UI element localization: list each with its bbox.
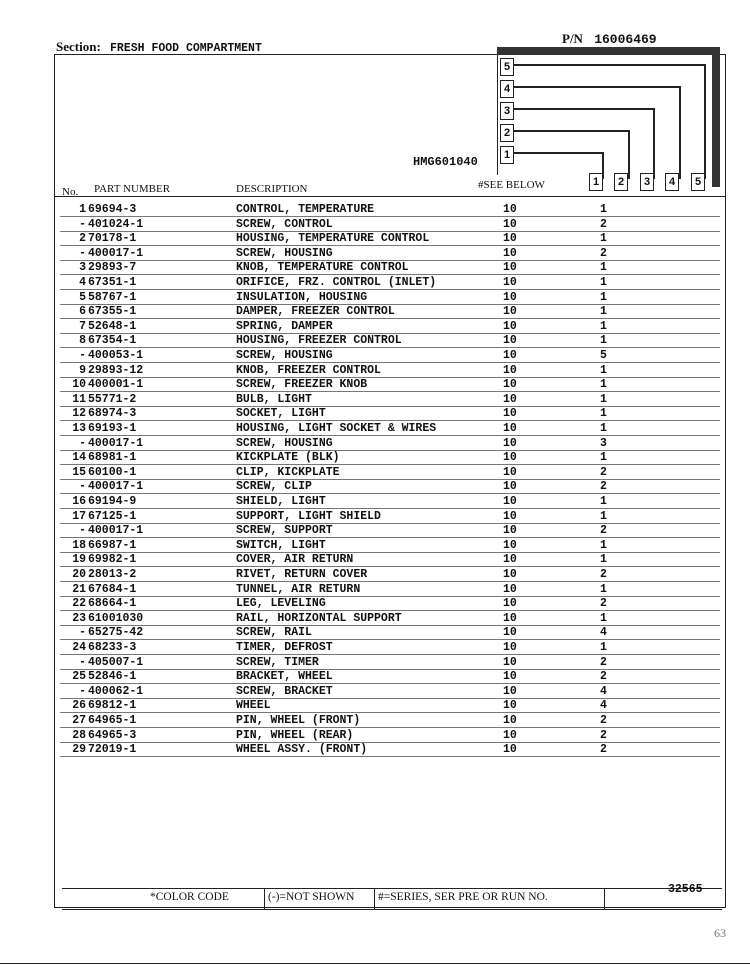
row-description: SCREW, CLIP (236, 480, 312, 494)
row-qty: 1 (600, 407, 607, 421)
row-qty: 1 (600, 553, 607, 567)
table-row (60, 553, 720, 568)
table-row (60, 699, 720, 714)
row-no: - (79, 349, 86, 362)
section-name: FRESH FOOD COMPARTMENT (110, 42, 262, 55)
row-part-number: 72019-1 (88, 743, 137, 757)
col-head-1: 1 (589, 173, 603, 191)
row-qty: 2 (600, 743, 607, 757)
col-header-see-below: #SEE BELOW (478, 179, 545, 191)
row-no: 1 (79, 203, 86, 216)
row-qty: 5 (600, 349, 607, 362)
row-description: SHIELD, LIGHT (236, 495, 326, 508)
row-description: INSULATION, HOUSING (236, 290, 368, 304)
row-part-number: 68233-3 (88, 641, 137, 654)
table-row (60, 670, 720, 685)
row-no: 18 (72, 538, 86, 552)
row-part-number: 67125-1 (88, 509, 137, 523)
table-row (60, 583, 720, 598)
table-row (60, 378, 720, 393)
table-row (60, 320, 720, 335)
row-no: 9 (79, 363, 86, 377)
row-qty: 2 (600, 655, 607, 669)
row-part-number: 60100-1 (88, 465, 137, 479)
row-qty: 1 (600, 319, 607, 333)
row-see-below: 10 (503, 451, 517, 465)
row-description: LEG, LEVELING (236, 597, 326, 611)
row-see-below: 10 (503, 436, 517, 450)
row-part-number: 52846-1 (88, 670, 137, 684)
col-head-3: 3 (640, 173, 654, 191)
row-qty: 1 (600, 641, 607, 654)
row-part-number: 400017-1 (88, 436, 144, 450)
row-see-below: 10 (503, 480, 517, 494)
row-part-number: 400017-1 (88, 524, 144, 538)
row-qty: 1 (600, 305, 607, 319)
row-no: 3 (79, 261, 86, 275)
row-qty: 1 (600, 203, 607, 216)
row-qty: 2 (600, 480, 607, 494)
row-no: 23 (72, 611, 86, 625)
table-row (60, 422, 720, 437)
row-see-below: 10 (503, 728, 517, 742)
row-qty: 4 (600, 699, 607, 713)
pn-label: P/N (562, 31, 583, 46)
table-row (60, 232, 720, 247)
col-key-4: 4 (500, 80, 514, 98)
row-qty: 4 (600, 684, 607, 698)
row-description: SCREW, SUPPORT (236, 524, 333, 538)
row-see-below: 10 (503, 641, 517, 654)
row-part-number: 400001-1 (88, 378, 144, 392)
row-description: CLIP, KICKPLATE (236, 465, 340, 479)
decor-band-right (712, 47, 720, 187)
row-description: SWITCH, LIGHT (236, 538, 326, 552)
row-qty: 2 (600, 465, 607, 479)
row-no: 7 (79, 319, 86, 333)
row-part-number: 69982-1 (88, 553, 137, 567)
row-no: 13 (72, 422, 86, 435)
row-qty: 1 (600, 261, 607, 275)
row-see-below: 10 (503, 626, 517, 640)
row-no: 10 (72, 378, 86, 392)
table-row (60, 480, 720, 495)
row-no: 22 (72, 597, 86, 611)
row-description: PIN, WHEEL (FRONT) (236, 714, 361, 727)
row-no: - (79, 217, 86, 231)
table-row (60, 247, 720, 262)
row-qty: 2 (600, 524, 607, 538)
row-qty: 1 (600, 276, 607, 289)
row-qty: 2 (600, 728, 607, 742)
footer-legend (62, 883, 722, 910)
row-description: WHEEL ASSY. (FRONT) (236, 743, 368, 757)
header-rule (54, 196, 726, 197)
table-row (60, 393, 720, 408)
pn-value: 16006469 (594, 32, 657, 47)
footer-color-code: *COLOR CODE (150, 891, 229, 903)
row-description: SCREW, HOUSING (236, 349, 333, 362)
col-header-description: DESCRIPTION (236, 183, 308, 195)
table-row (60, 612, 720, 627)
row-see-below: 10 (503, 611, 517, 625)
row-description: KNOB, FREEZER CONTROL (236, 363, 381, 377)
table-row (60, 729, 720, 744)
col-key-3: 3 (500, 102, 514, 120)
row-part-number: 67355-1 (88, 305, 137, 319)
col-key-5: 5 (500, 58, 514, 76)
col-header-no: No. (62, 186, 79, 198)
row-description: TUNNEL, AIR RETURN (236, 582, 361, 596)
row-description: SPRING, DAMPER (236, 319, 333, 333)
table-row (60, 218, 720, 233)
row-see-below: 10 (503, 319, 517, 333)
row-qty: 2 (600, 246, 607, 260)
row-see-below: 10 (503, 582, 517, 596)
row-see-below: 10 (503, 495, 517, 508)
row-description: CONTROL, TEMPERATURE (236, 203, 375, 216)
row-see-below: 10 (503, 378, 517, 392)
row-part-number: 69694-3 (88, 203, 137, 216)
row-see-below: 10 (503, 203, 517, 216)
col-head-5: 5 (691, 173, 705, 191)
table-row (60, 539, 720, 554)
row-see-below: 10 (503, 276, 517, 289)
row-no: 29 (72, 743, 86, 757)
row-see-below: 10 (503, 538, 517, 552)
row-no: 14 (72, 451, 86, 465)
row-description: SUPPORT, LIGHT SHIELD (236, 509, 381, 523)
row-description: WHEEL (236, 699, 271, 713)
row-see-below: 10 (503, 524, 517, 538)
row-description: RIVET, RETURN COVER (236, 568, 368, 581)
table-row (60, 510, 720, 525)
row-no: 6 (79, 305, 86, 319)
row-no: - (79, 626, 86, 640)
row-part-number: 67351-1 (88, 276, 137, 289)
table-row (60, 466, 720, 481)
row-qty: 1 (600, 363, 607, 377)
row-no: 11 (72, 392, 86, 406)
row-part-number: 29893-7 (88, 261, 137, 275)
row-see-below: 10 (503, 714, 517, 727)
row-no: 8 (79, 334, 86, 348)
section-heading (56, 39, 262, 55)
row-see-below: 10 (503, 465, 517, 479)
table-row (60, 626, 720, 641)
footer-divider (374, 889, 375, 909)
table-row (60, 714, 720, 729)
row-no: 24 (72, 641, 86, 654)
footer-divider (264, 889, 265, 909)
row-part-number: 69812-1 (88, 699, 137, 713)
row-no: 15 (72, 465, 86, 479)
row-no: - (79, 436, 86, 450)
row-description: COVER, AIR RETURN (236, 553, 354, 567)
row-qty: 2 (600, 714, 607, 727)
row-see-below: 10 (503, 743, 517, 757)
table-row (60, 641, 720, 656)
row-qty: 2 (600, 670, 607, 684)
table-row (60, 437, 720, 452)
row-part-number: 65275-42 (88, 626, 144, 640)
table-row (60, 656, 720, 671)
row-no: 16 (72, 495, 86, 508)
footer-code: 32565 (668, 883, 703, 896)
row-no: - (79, 524, 86, 538)
row-part-number: 400017-1 (88, 246, 144, 260)
col-key-2: 2 (500, 124, 514, 142)
row-no: - (79, 246, 86, 260)
row-part-number: 69194-9 (88, 495, 137, 508)
footer-not-shown: (-)=NOT SHOWN (268, 891, 355, 903)
row-see-below: 10 (503, 349, 517, 362)
row-see-below: 10 (503, 290, 517, 304)
decor-band-top (497, 47, 720, 55)
row-qty: 1 (600, 451, 607, 465)
table-row (60, 685, 720, 700)
row-rule (60, 756, 720, 757)
row-description: KICKPLATE (BLK) (236, 451, 340, 465)
table-row (60, 291, 720, 306)
row-description: HOUSING, LIGHT SOCKET & WIRES (236, 422, 437, 435)
table-row (60, 495, 720, 510)
row-qty: 1 (600, 290, 607, 304)
table-row (60, 305, 720, 320)
row-see-below: 10 (503, 553, 517, 567)
row-part-number: 405007-1 (88, 655, 144, 669)
row-part-number: 67354-1 (88, 334, 137, 348)
part-number-heading (562, 31, 657, 47)
row-description: HOUSING, TEMPERATURE CONTROL (236, 232, 430, 246)
row-description: SCREW, CONTROL (236, 217, 333, 231)
row-see-below: 10 (503, 232, 517, 246)
row-description: RAIL, HORIZONTAL SUPPORT (236, 611, 402, 625)
row-description: SCREW, TIMER (236, 655, 319, 669)
row-description: HOUSING, FREEZER CONTROL (236, 334, 402, 348)
row-qty: 1 (600, 422, 607, 435)
page-bottom-rule (0, 963, 750, 964)
model-number: HMG601040 (413, 155, 478, 169)
row-description: PIN, WHEEL (REAR) (236, 728, 354, 742)
table-row (60, 261, 720, 276)
row-description: DAMPER, FREEZER CONTROL (236, 305, 395, 319)
table-row (60, 743, 720, 758)
col-key-divider (497, 55, 498, 175)
row-see-below: 10 (503, 407, 517, 421)
row-no: 21 (72, 582, 86, 596)
row-part-number: 68664-1 (88, 597, 137, 611)
row-no: - (79, 480, 86, 494)
row-qty: 1 (600, 378, 607, 392)
row-qty: 1 (600, 334, 607, 348)
row-no: 27 (72, 714, 86, 727)
table-row (60, 407, 720, 422)
row-part-number: 29893-12 (88, 363, 144, 377)
row-no: 2 (79, 232, 86, 246)
row-qty: 1 (600, 232, 607, 246)
table-row (60, 524, 720, 539)
row-see-below: 10 (503, 568, 517, 581)
row-see-below: 10 (503, 334, 517, 348)
footer-series: #=SERIES, SER PRE OR RUN NO. (378, 891, 548, 903)
row-qty: 1 (600, 509, 607, 523)
row-see-below: 10 (503, 305, 517, 319)
row-description: BULB, LIGHT (236, 392, 312, 406)
table-row (60, 276, 720, 291)
row-no: 28 (72, 728, 86, 742)
row-part-number: 28013-2 (88, 568, 137, 581)
row-description: KNOB, TEMPERATURE CONTROL (236, 261, 409, 275)
row-no: - (79, 684, 86, 698)
section-label: Section: (56, 39, 101, 54)
row-see-below: 10 (503, 363, 517, 377)
table-row (60, 203, 720, 218)
row-part-number: 64965-1 (88, 714, 137, 727)
row-description: SCREW, RAIL (236, 626, 312, 640)
row-part-number: 69193-1 (88, 422, 137, 435)
col-key-1: 1 (500, 146, 514, 164)
row-qty: 1 (600, 538, 607, 552)
row-qty: 1 (600, 611, 607, 625)
table-row (60, 364, 720, 379)
row-see-below: 10 (503, 246, 517, 260)
table-row (60, 597, 720, 612)
col-head-2: 2 (614, 173, 628, 191)
row-qty: 2 (600, 217, 607, 231)
row-see-below: 10 (503, 392, 517, 406)
row-part-number: 401024-1 (88, 217, 144, 231)
row-no: 25 (72, 670, 86, 684)
row-part-number: 400053-1 (88, 349, 144, 362)
row-part-number: 52648-1 (88, 319, 137, 333)
row-qty: 3 (600, 436, 607, 450)
table-row (60, 451, 720, 466)
col-header-part-number: PART NUMBER (94, 183, 171, 195)
row-qty: 2 (600, 597, 607, 611)
row-see-below: 10 (503, 670, 517, 684)
row-see-below: 10 (503, 261, 517, 275)
row-part-number: 66987-1 (88, 538, 137, 552)
row-qty: 1 (600, 582, 607, 596)
row-part-number: 64965-3 (88, 728, 137, 742)
row-description: SCREW, HOUSING (236, 436, 333, 450)
row-description: BRACKET, WHEEL (236, 670, 333, 684)
row-no: 26 (72, 699, 86, 713)
row-description: TIMER, DEFROST (236, 641, 333, 654)
row-no: 4 (79, 276, 86, 289)
row-see-below: 10 (503, 699, 517, 713)
row-part-number: 61001030 (88, 611, 144, 625)
row-description: SCREW, HOUSING (236, 246, 333, 260)
row-description: SCREW, FREEZER KNOB (236, 378, 368, 392)
row-part-number: 67684-1 (88, 582, 137, 596)
row-qty: 1 (600, 495, 607, 508)
col-head-4: 4 (665, 173, 679, 191)
row-see-below: 10 (503, 217, 517, 231)
table-row (60, 349, 720, 364)
row-no: - (79, 655, 86, 669)
row-see-below: 10 (503, 684, 517, 698)
row-no: 12 (72, 407, 86, 421)
table-row (60, 334, 720, 349)
row-part-number: 58767-1 (88, 290, 137, 304)
row-see-below: 10 (503, 655, 517, 669)
row-description: SOCKET, LIGHT (236, 407, 326, 421)
row-see-below: 10 (503, 422, 517, 435)
row-no: 5 (79, 290, 86, 304)
row-part-number: 55771-2 (88, 392, 137, 406)
row-see-below: 10 (503, 509, 517, 523)
row-see-below: 10 (503, 597, 517, 611)
row-part-number: 68981-1 (88, 451, 137, 465)
row-no: 17 (72, 509, 86, 523)
row-qty: 2 (600, 568, 607, 581)
row-no: 19 (72, 553, 86, 567)
row-part-number: 70178-1 (88, 232, 137, 246)
row-description: ORIFICE, FRZ. CONTROL (INLET) (236, 276, 437, 289)
footer-divider (604, 889, 605, 909)
row-description: SCREW, BRACKET (236, 684, 333, 698)
row-no: 20 (72, 568, 86, 581)
table-row (60, 568, 720, 583)
row-part-number: 400017-1 (88, 480, 144, 494)
row-qty: 1 (600, 392, 607, 406)
page-mark: 63 (714, 926, 726, 940)
row-part-number: 400062-1 (88, 684, 144, 698)
row-qty: 4 (600, 626, 607, 640)
row-part-number: 68974-3 (88, 407, 137, 421)
